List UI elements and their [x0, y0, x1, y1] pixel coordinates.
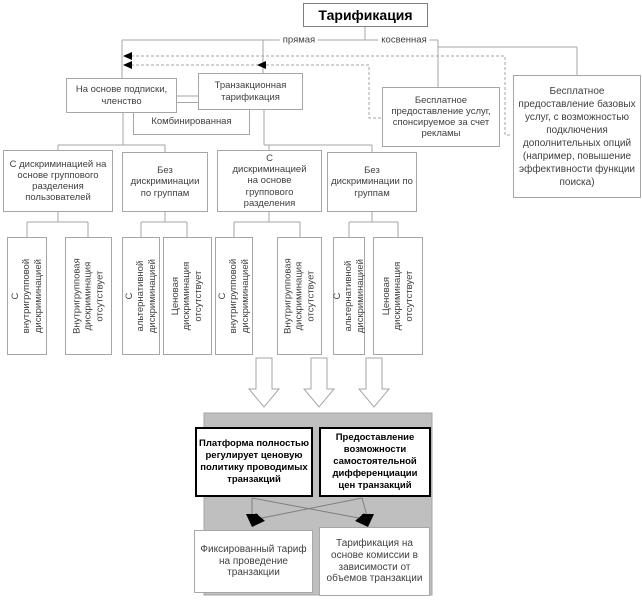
subtype-label: Ценовая дискриминация отсутствует — [380, 261, 415, 331]
node-fixed-tariff: Фиксированный тариф на проведение транзакции — [194, 530, 313, 593]
node-no-price-discrimination-2 — [373, 237, 423, 355]
node-platform-regulated: Платформа полностью регулирует ценовую политику проводимых транзакций — [195, 427, 313, 497]
branch-label-indirect: косвенная — [378, 35, 429, 46]
node-subscription: На основе подписки, членство — [66, 78, 177, 113]
subtype-label: Внутригрупповая дискриминация отсутствует — [71, 258, 106, 334]
branch-label-direct: прямая — [280, 35, 318, 46]
node-intragroup-discrimination-1 — [7, 237, 47, 355]
node-alternative-discrimination-2 — [333, 237, 365, 355]
node-alternative-discrimination-1 — [122, 237, 160, 355]
node-commission-based: Тарификация на основе комиссии в зависимости от объемов транзакции — [319, 527, 430, 596]
node-free-ad-sponsored: Бесплатное предоставление услуг, спонсируемое за счет рекламы — [382, 87, 500, 147]
dashed-arrowhead-2 — [123, 61, 132, 69]
node-intragroup-discrimination-2 — [215, 237, 253, 355]
subtype-label: С альтернативной дискриминацией — [123, 258, 158, 334]
subtype-label: С внутригрупповой дискриминацией — [9, 258, 44, 334]
node-freemium: Бесплатное предоставление базовых услуг, с возможностью подключения дополнительных опций (например, повышение эффективности функции поиска) — [513, 75, 641, 198]
node-no-intragroup-discrimination-2 — [277, 237, 322, 355]
dashed-arrowhead-3 — [257, 61, 266, 69]
node-group-discrimination-users: С дискриминацией на основе группового разделения пользователей — [3, 150, 113, 212]
node-tariffication: Тарификация — [303, 3, 428, 27]
node-group-discrimination: С дискриминацией на основе группового разделения — [217, 150, 322, 212]
subtype-label: С внутригрупповой дискриминацией — [216, 258, 251, 334]
down-block-arrow-1 — [249, 358, 279, 407]
down-block-arrow-2 — [304, 358, 334, 407]
subtype-label: С альтернативной дискриминацией — [331, 258, 366, 334]
node-no-price-discrimination-1 — [163, 237, 212, 355]
node-no-intragroup-discrimination-1 — [65, 237, 112, 355]
node-combined: Комбинированная — [133, 102, 250, 135]
node-no-discrimination-1: Без дискриминации по группам — [122, 152, 208, 212]
dashed-arrowhead-1 — [123, 52, 132, 60]
down-block-arrow-3 — [359, 358, 389, 407]
node-self-differentiation: Предоставление возможности самостоятельной дифференциации цен транзакций — [319, 427, 431, 497]
subtype-label: Внутригрупповая дискриминация отсутствует — [282, 258, 317, 334]
node-transactional: Транзакционная тарификация — [198, 73, 303, 110]
subtype-label: Ценовая дискриминация отсутствует — [170, 261, 205, 331]
node-no-discrimination-2: Без дискриминации по группам — [327, 152, 417, 212]
